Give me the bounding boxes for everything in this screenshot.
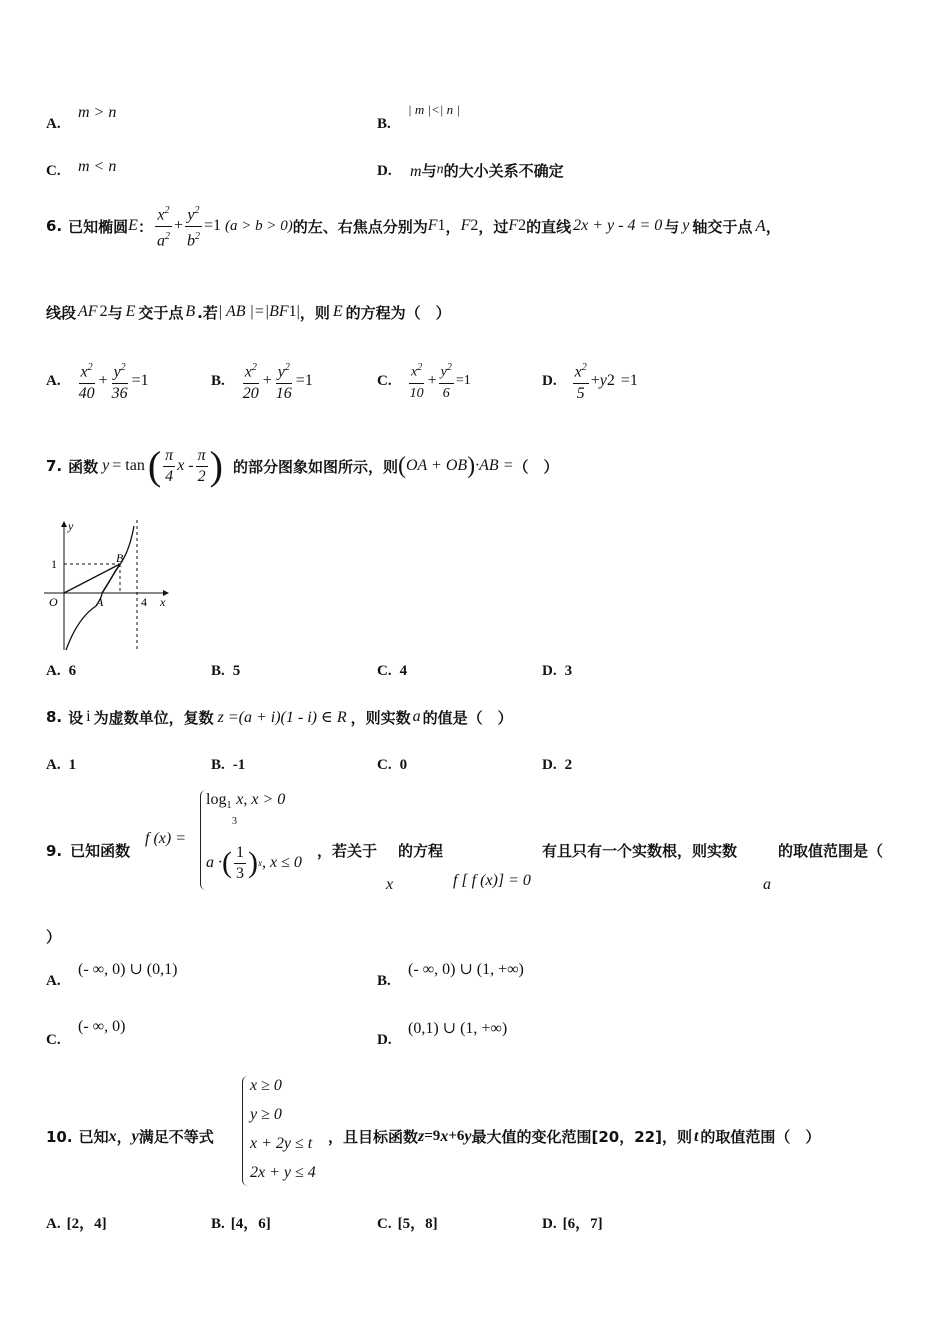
q9-text-d: 的取值范围是（ [778, 842, 884, 860]
q8-option-a[interactable]: A. 1 [46, 757, 77, 773]
q7-tan-graph [44, 518, 184, 654]
q9-fx: f (x) = [145, 830, 186, 847]
q6-option-d[interactable]: D. $\frac{x^2}{5}$ + y 2 =1 [542, 356, 638, 406]
q7-number: 7. [46, 457, 63, 475]
q7-stem: 7. 函数 y = tan ( $\frac{\pi}{4}$ x - $\frac{\pi}{2}$ ) 的部分图象如图所示，则 ( OA + OB ) ·AB = （ ） [46, 443, 559, 488]
q9-option-b-label[interactable]: B. [377, 973, 391, 989]
q9-number-text: 9. 已知函数 [46, 842, 131, 860]
q10-ineq-3: x + 2y ≤ t [250, 1135, 313, 1152]
q6-option-c[interactable]: C. $\frac{x^2}{10}$ + $\frac{y^2}{6}$ =1 [377, 356, 471, 406]
q7-label-b: B [116, 551, 124, 565]
q9-equation: f [ f (x)] = 0 [453, 872, 531, 889]
q8-option-b[interactable]: B. -1 [211, 757, 246, 773]
q9-option-a-label[interactable]: A. [46, 973, 61, 989]
q9-case2: a · ( $\frac{1}{3}$ ) x , x ≤ 0 [206, 843, 302, 882]
q7-label-y: y [68, 519, 74, 533]
q9-var-x: x [386, 876, 394, 893]
q9-option-b-val: (- ∞, 0) ∪ (1, +∞) [408, 961, 524, 978]
q7-option-c[interactable]: C. 4 [377, 663, 408, 679]
q10-system-brace [242, 1076, 249, 1186]
q5-option-c-expr: m < n [78, 158, 117, 175]
q8-option-d[interactable]: D. 2 [542, 757, 573, 773]
q6-stem-line1: 6. 已知椭圆 E ： $\frac{x^2}{a^2}$ + $\frac{y^2}{b^2}$ =1 (a > b > 0) 的左、右焦点分别为 F 1 ， F 2 ，过 F 2 的直线 2x + y - 4 = 0 与 y 轴交于点 A ， [46, 196, 781, 256]
q5-option-a-expr: m > n [78, 104, 117, 121]
q6-ellipse-y-frac: $\frac{y^2}{b^2}$ [185, 201, 202, 251]
q5-option-d-text: m与n的大小关系不确定 [410, 162, 564, 180]
q9-log-base: 3 [232, 816, 237, 827]
q10-ineq-1: x ≥ 0 [250, 1077, 282, 1094]
q6-option-b[interactable]: B. $\frac{x^2}{20}$ + $\frac{y^2}{16}$ =1 [211, 356, 313, 406]
q7-label-x: x [160, 595, 166, 609]
q8-stem: 8. 设 i 为虚数单位，复数 z =(a + i)(1 - i) ∈ R ，则实数 a 的值是（ ） [46, 708, 513, 727]
q5-option-a-label[interactable]: A. [46, 116, 61, 132]
q9-option-c-label[interactable]: C. [46, 1032, 61, 1048]
q10-stem-left: 10. 已知 x ， y 满足不等式 [46, 1127, 214, 1146]
q10-ineq-4: 2x + y ≤ 4 [250, 1164, 316, 1181]
q10-option-d[interactable]: D. [6，7] [542, 1216, 603, 1232]
q10-option-b[interactable]: B. [4，6] [211, 1216, 271, 1232]
q7-tan-curve [66, 526, 134, 650]
q10-option-c[interactable]: C. [5，8] [377, 1216, 438, 1232]
q7-option-b[interactable]: B. 5 [211, 663, 241, 679]
q7-label-4: 4 [141, 595, 147, 609]
q7-label-1: 1 [51, 557, 57, 571]
q10-number: 10. [46, 1127, 73, 1146]
q6-stem-line2: 线段 AF 2 与 E 交于点 B .若 | AB |=|BF 1 | ，则 E 的方程为（ ） [46, 303, 451, 322]
q10-option-a[interactable]: A. [2，4] [46, 1216, 107, 1232]
q9-option-d-label[interactable]: D. [377, 1032, 392, 1048]
q5-option-b-label[interactable]: B. [377, 116, 391, 132]
q10-stem-right: ，且目标函数 z =9 x +6 y 最大值的变化范围[20，22]，则 t 的取值范围（ ） [328, 1127, 821, 1146]
q9-option-a-val: (- ∞, 0) ∪ (0,1) [78, 961, 178, 978]
q7-option-a[interactable]: A. 6 [46, 663, 77, 679]
q6-option-a[interactable]: A. $\frac{x^2}{40}$ + $\frac{y^2}{36}$ =1 [46, 356, 149, 406]
q9-option-c-val: (- ∞, 0) [78, 1018, 126, 1035]
q9-text-b: 的方程 [398, 842, 444, 860]
q6-number: 6. [46, 217, 63, 235]
q8-option-c[interactable]: C. 0 [377, 757, 408, 773]
q9-case1: $\log_1 x$, x > 0 [206, 791, 286, 811]
q7-option-d[interactable]: D. 3 [542, 663, 573, 679]
q9-var-a: a [763, 876, 771, 893]
q9-close-paren: ） [46, 928, 62, 946]
q6-ellipse-x-frac: $\frac{x^2}{a^2}$ [155, 201, 172, 251]
q5-option-c-label[interactable]: C. [46, 163, 61, 179]
q7-label-a: A [96, 595, 104, 609]
q9-text-c: 有且只有一个实数根，则实数 [542, 842, 738, 860]
q5-option-b-expr: | m |<| n | [408, 102, 460, 117]
q10-ineq-2: y ≥ 0 [250, 1106, 282, 1123]
q9-text-a: ，若关于 [317, 842, 378, 860]
q7-label-o: O [49, 595, 58, 609]
q5-option-d-label[interactable]: D. [377, 163, 392, 179]
q8-number: 8. [46, 708, 63, 726]
q9-option-d-val: (0,1) ∪ (1, +∞) [408, 1020, 508, 1037]
